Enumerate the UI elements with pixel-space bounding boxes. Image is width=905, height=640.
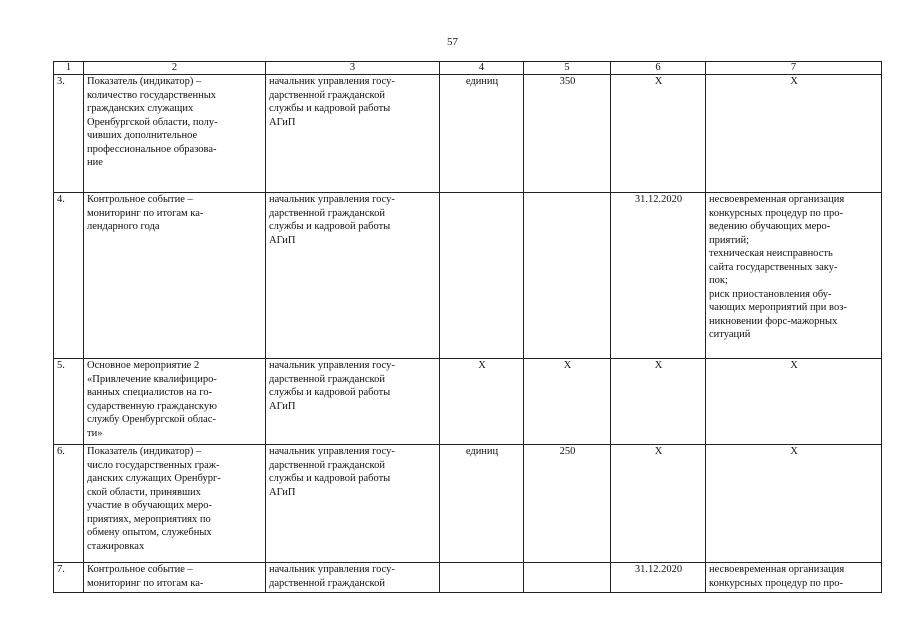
page-number: 57 — [447, 36, 458, 48]
cell-line: мониторинг по итогам ка- — [87, 577, 204, 589]
date-cell: X — [611, 445, 706, 563]
cell-line: Оренбургской области, полу- — [87, 116, 218, 128]
row-number: 5. — [54, 359, 84, 445]
column-header: 5 — [524, 62, 611, 75]
date-cell: X — [611, 75, 706, 193]
cell-line: чающих мероприятий при воз- — [709, 302, 847, 313]
risk-cell — [706, 359, 882, 445]
cell-line: службы и кадровой работы — [269, 221, 391, 232]
cell-line: участие в обучающих меро- — [87, 500, 213, 511]
date-cell: X — [611, 359, 706, 445]
cell-line: сайта государственных заку- — [709, 261, 838, 273]
unit-cell — [440, 563, 524, 593]
cell-line: профессиональное образова- — [87, 143, 217, 155]
unit-cell: единиц — [440, 75, 524, 193]
column-header: 6 — [611, 62, 706, 75]
cell-line: никновении форс-мажорных — [709, 315, 838, 327]
activity-name-cell — [84, 359, 266, 445]
date-cell: 31.12.2020 — [611, 193, 706, 359]
cell-line: техническая неисправность — [709, 248, 833, 259]
cell-line: стажировках — [87, 540, 145, 552]
cell-line: обмену опытом, служебных — [87, 527, 212, 538]
cell-line: гражданских служащих — [87, 103, 194, 114]
cell-line: ской области, принявших — [87, 486, 201, 498]
cell-line: службы и кадровой работы — [269, 103, 391, 114]
table-row — [54, 193, 882, 359]
responsible-cell — [266, 359, 440, 445]
cell-line: начальник управления госу- — [269, 194, 395, 205]
unit-cell: X — [440, 359, 524, 445]
cell-line: дарственной гражданской — [269, 207, 385, 219]
date-cell: 31.12.2020 — [611, 563, 706, 593]
cell-line: лендарного года — [87, 221, 160, 232]
responsible-cell — [266, 563, 440, 593]
cell-line: мониторинг по итогам ка- — [87, 207, 204, 219]
cell-line: начальник управления госу- — [269, 446, 395, 457]
cell-line: пок; — [709, 275, 728, 286]
cell-line: количество государственных — [87, 89, 217, 101]
responsible-cell — [266, 75, 440, 193]
table-row — [54, 563, 882, 593]
value-cell — [524, 563, 611, 593]
risk-cell — [706, 563, 882, 593]
cell-line: АГиП — [269, 116, 296, 128]
cell-line: Контрольное событие – — [87, 194, 193, 205]
cell-line: Основное мероприятие 2 — [87, 360, 200, 371]
cell-line: дарственной гражданской — [269, 89, 385, 101]
cell-line: начальник управления госу- — [269, 564, 395, 575]
cell-line: службы и кадровой работы — [269, 387, 391, 398]
cell-line: Показатель (индикатор) – — [87, 446, 202, 457]
row-number: 3. — [54, 75, 84, 193]
cell-line: X — [790, 446, 798, 457]
cell-line: несвоевременная организация — [709, 194, 845, 205]
cell-line: приятий; — [709, 234, 750, 246]
table-body — [54, 75, 882, 593]
activity-name-cell — [84, 75, 266, 193]
cell-line: число государственных граж- — [87, 459, 220, 471]
cell-line: сударственную гражданскую — [87, 400, 217, 412]
activity-name-cell — [84, 563, 266, 593]
cell-line: Контрольное событие – — [87, 564, 193, 575]
cell-line: риск приостановления обу- — [709, 288, 832, 300]
cell-line: АГиП — [269, 234, 296, 246]
activity-name-cell — [84, 193, 266, 359]
cell-line: службу Оренбургской облас- — [87, 414, 216, 425]
cell-line: конкурсных процедур по про- — [709, 207, 843, 219]
risk-cell — [706, 193, 882, 359]
cell-line: несвоевременная организация — [709, 564, 845, 575]
row-number: 7. — [54, 563, 84, 593]
value-cell: X — [524, 359, 611, 445]
column-header: 1 — [54, 62, 84, 75]
column-header: 3 — [266, 62, 440, 75]
cell-line: начальник управления госу- — [269, 76, 395, 87]
cell-line: АГиП — [269, 486, 296, 498]
risk-cell — [706, 75, 882, 193]
row-number: 4. — [54, 193, 84, 359]
cell-line: ти» — [87, 427, 103, 439]
column-header: 7 — [706, 62, 882, 75]
cell-line: дарственной гражданской — [269, 577, 385, 589]
table-row — [54, 359, 882, 445]
row-number: 6. — [54, 445, 84, 563]
value-cell — [524, 193, 611, 359]
cell-line: ведению обучающих меро- — [709, 221, 831, 232]
table-row — [54, 445, 882, 563]
activity-name-cell — [84, 445, 266, 563]
value-cell: 350 — [524, 75, 611, 193]
cell-line: ние — [87, 157, 103, 168]
column-header: 4 — [440, 62, 524, 75]
value-cell: 250 — [524, 445, 611, 563]
responsible-cell — [266, 445, 440, 563]
cell-line: службы и кадровой работы — [269, 473, 391, 484]
unit-cell: единиц — [440, 445, 524, 563]
cell-line: «Привлечение квалифициро- — [87, 373, 217, 385]
cell-line: дарственной гражданской — [269, 459, 385, 471]
cell-line: ванных специалистов на го- — [87, 387, 213, 398]
column-header: 2 — [84, 62, 266, 75]
plan-table — [53, 61, 882, 593]
cell-line: конкурсных процедур по про- — [709, 577, 843, 589]
table-header-row — [54, 62, 882, 75]
cell-line: Показатель (индикатор) – — [87, 76, 202, 87]
responsible-cell — [266, 193, 440, 359]
cell-line: АГиП — [269, 400, 296, 412]
unit-cell — [440, 193, 524, 359]
cell-line: приятиях, мероприятиях по — [87, 513, 211, 525]
cell-line: данских служащих Оренбург- — [87, 473, 221, 484]
table-row — [54, 75, 882, 193]
cell-line: X — [790, 76, 798, 87]
cell-line: ситуаций — [709, 329, 751, 340]
cell-line: начальник управления госу- — [269, 360, 395, 371]
cell-line: X — [790, 360, 798, 371]
cell-line: чивших дополнительное — [87, 130, 198, 141]
cell-line: дарственной гражданской — [269, 373, 385, 385]
risk-cell — [706, 445, 882, 563]
